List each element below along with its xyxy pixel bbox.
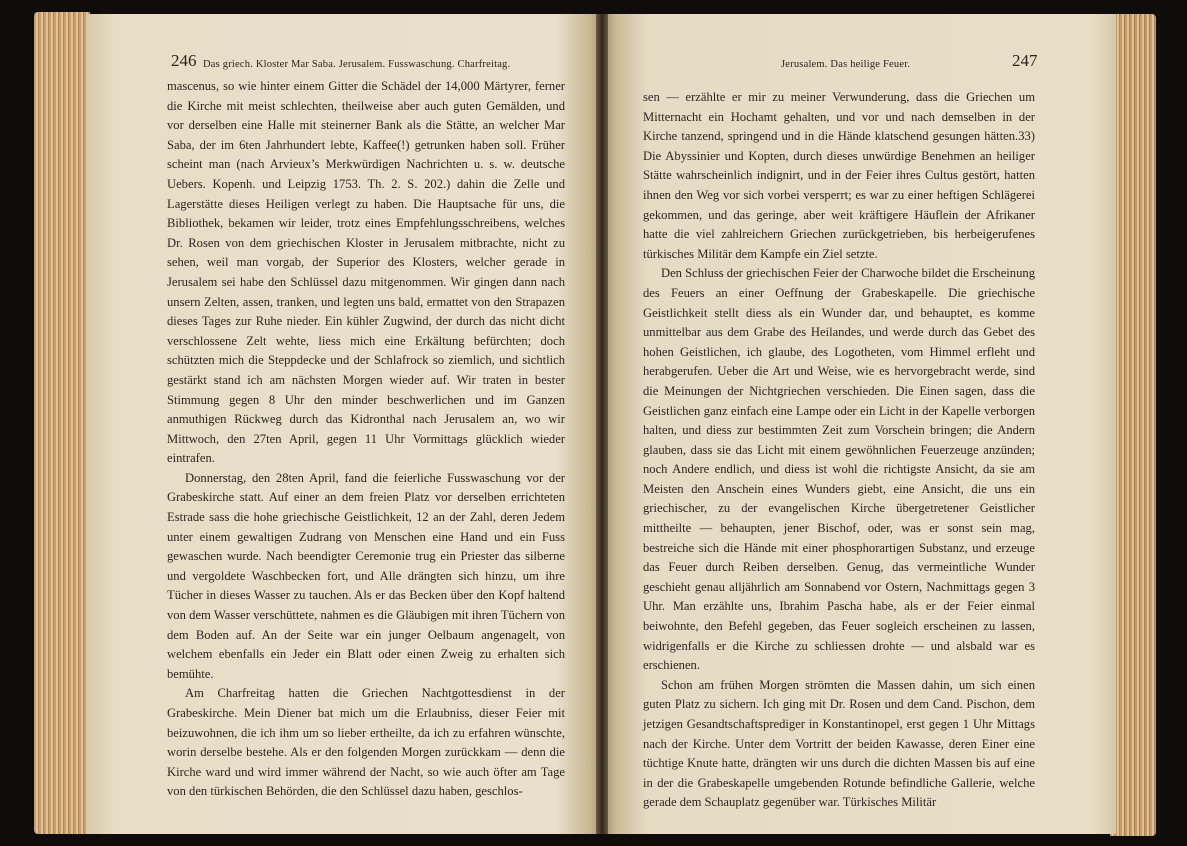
left-page-edges: [34, 12, 90, 834]
left-page-text: [167, 77, 565, 802]
left-page-number: 246: [171, 51, 197, 70]
book-gutter: [596, 14, 608, 834]
paragraph: Am Charfreitag hatten die Griechen Nachtgottesdienst in der Grabeskirche. Mein Diener bat mich um die Erlaubniss, dieser Feier mit beizuwohnen, die ich ihm um so lieber ertheilte, da ich zu erfahren wünschte, worin derselbe bestehe. Als er den folgenden Morgen zurückkam — denn die Kirche ward und wird immer während der Nacht, so wie auch öfter am Tage von den türkischen Behörden, die den Schlüssel dazu haben, geschlos-: [167, 686, 565, 799]
right-running-head: Jerusalem. Das heilige Feuer.: [781, 59, 911, 70]
paragraph: Den Schluss der griechischen Feier der Charwoche bildet die Erscheinung des Feuers an einer Oeffnung der Grabeskapelle. Die griechische Geistlichkeit stellt diess als ein Wunder dar, und behauptet, es komme unmittelbar aus dem Grabe des Heilandes, und werde durch das Gebet des hohen Geistlichen, ich glaube, des Logotheten, vom Himmel erfleht und herabgerufen. Ueber die Art und Weise, wie es hervorgebracht werde, sind die Meinungen der Nichtgriechen verschieden. Die Einen sagen, dass die Geistlichen ganz einfach eine Lampe oder ein Licht in der Kapelle verborgen halten, und diess zur bestimmten Zeit zum Vorschein bringen; die Andern glauben, dass sie das Licht mit einem gewöhnlichen Feuerzeuge anzünden; noch Andere endlich, und diess ist wohl die richtigste Ansicht, da sie am Meisten den Anschein eines Wunders giebt, eine Ansicht, die uns ein griechischer, zu der evangelischen Kirche übergetretener Geistlicher mittheilte — behaupten, jener Bischof, oder, was er sonst sein mag, bestreiche sich die Hände mit einer phosphorartigen Substanz, und erzeuge das Feuer durch Reiben derselben. Genug, das vermeintliche Wunder geschieht genau alljährlich am Sonnabend vor Ostern, Nachmittags gegen 3 Uhr. Man erzählte uns, Ibrahim Pascha habe, als er der Feier einmal beiwohnte, den Befehl gegeben, das Feuer sogleich erscheinen zu lassen, widrigenfalls er die Kirche zu schliessen drohte — und alsbald war es erschienen.: [643, 266, 1035, 673]
right-page-number: 247: [1012, 51, 1038, 70]
paragraph: mascenus, so wie hinter einem Gitter die Schädel der 14,000 Märtyrer, ferner die Kirche mit meist schlechten, theilweise aber auch guten Gemälden, und vor derselben eine Halle mit steinerner Bank als die Stätte, an welcher Mar Saba, der im 6ten Jahrhundert lebte, Kaffee(!) getrunken haben soll. Früher scheint man (nach Arvieux’s Merkwürdigen Nachrichten u. s. w. deutsche Uebers. Kopenh. und Leipzig 1753. Th. 2. S. 202.) dahin die Zelle und Lagerstätte dieses Heiligen verlegt zu haben. Die Hauptsache für uns, die Bibliothek, bekamen wir leider, trotz eines Empfehlungsschreibens, welches Dr. Rosen von dem griechischen Kloster in Jerusalem mitbrachte, nicht zu sehen, weil man vorgab, der Superior des Klosters, welcher gerade in Jerusalem sei habe den Schlüssel dazu mitgenommen. Wir gingen dann nach unsern Zelten, assen, tranken, und legten uns bald, ermattet von den Strapazen dieses Tages zur Ruhe nieder. Ein kühler Zugwind, der durch das nicht dicht verschlossene Zelt wehte, liess mich eine Erkältung befürchten; doch schützten mich die Steppdecke und der Schlafrock so ziemlich, und sichtlich gestärkt stand ich am nächsten Morgen wieder auf. Wir traten in bester Stimmung gegen 8 Uhr den minder beschwerlichen und im Ganzen anmuthigen Rückweg durch das Kidronthal nach Jerusalem an, wo wir Mittwoch, den 27ten April, gegen 11 Uhr Vormittags glücklich wieder eintrafen.: [167, 79, 565, 466]
right-page-edges: [1110, 14, 1156, 836]
right-page-text: [643, 88, 1035, 813]
left-running-head: Das griech. Kloster Mar Saba. Jerusalem. Fusswaschung. Charfreitag.: [203, 59, 511, 70]
paragraph: sen — erzählte er mir zu meiner Verwunderung, dass die Griechen um Mitternacht ein Hochamt gehalten, und vor und nach demselben in der Kirche tanzend, springend und in die Hände klatschend gesungen hätten.33) Die Abyssinier und Kopten, durch dieses unwürdige Benehmen an heiliger Stätte wahrscheinlich indignirt, und in der Feier ihres Cultus gestört, hatten ihnen den Weg vor sich vorbei versperrt; es war zu einer heftigen Schlägerei gekommen, und das geringe, aber weit kräftigere Häuflein der Afrikaner hatte die viel zahlreichern Griechen zurückgetrieben, bis herbeigerufenes türkisches Militär dem Kampfe ein Ziel setzte.: [643, 90, 1035, 261]
paragraph: Donnerstag, den 28ten April, fand die feierliche Fusswaschung vor der Grabeskirche statt. Auf einer an dem freien Platz vor derselben errichteten Estrade sass die hohe griechische Geistlichkeit, 12 an der Zahl, deren Jedem unter einem gewaltigen Zudrang von Menschen eine Hand und ein Fuss gewaschen wurde. Nach beendigter Ceremonie trug ein Priester das silberne und vergoldete Waschbecken fort, und Alle drängten sich hinzu, um ihre Tücher in dieses Wasser zu tauchen. Als er das Becken über den Kopf haltend von dem Wasser verschüttete, nahmen es die Gläubigen mit ihren Tüchern von dem Boden auf. An der Seite war ein junger Oelbaum angenagelt, von welchem ebenfalls ein Jeder ein Blatt oder einen Zweig zu erhalten sich bemühte.: [167, 470, 565, 681]
paragraph: Schon am frühen Morgen strömten die Massen dahin, um sich einen guten Platz zu sichern. Ich ging mit Dr. Rosen und dem Cand. Pischon, dem jetzigen Gesandtschaftsprediger in Konstantinopel, erst gegen 1 Uhr Mittags nach der Kirche. Unter dem Vortritt der beiden Kawasse, deren Einer eine tüchtige Knute hatte, drängten wir uns durch die dichten Massen bis auf eine in der die Grabeskapelle umgebenden Rotunde befindliche Gallerie, welche gerade dem Schauplatz gegenüber war. Türkisches Militär: [643, 677, 1035, 810]
